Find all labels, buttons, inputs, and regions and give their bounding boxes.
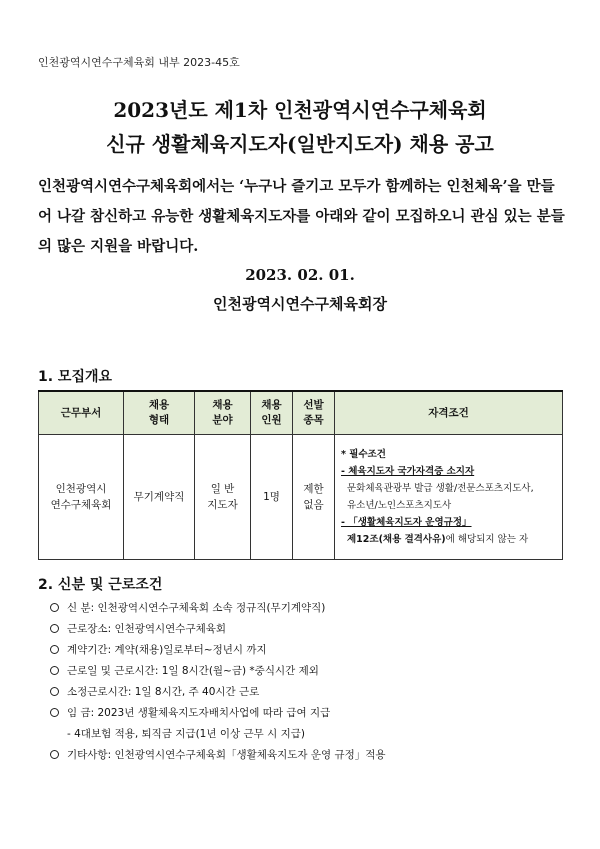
header-qualification: 자격조건: [335, 391, 563, 435]
qual-item-2-detail: [341, 531, 556, 548]
list-item: [50, 745, 386, 766]
condition-status: 신 분: 인천광역시연수구체육회 소속 정규직(무기계약직): [67, 602, 326, 614]
wage-sub-item: - 4대보험 적용, 퇴직금 지급(1년 이상 근무 시 지급): [67, 728, 305, 740]
header-sport: 선발 종목: [293, 391, 335, 435]
condition-other: 기타사항: 인천광역시연수구체육회「생활체육지도자 운영 규정」적용: [67, 749, 386, 761]
list-item: [50, 619, 386, 640]
header-field: 채용 분야: [195, 391, 251, 435]
cell-qualification: [335, 435, 563, 560]
cell-field: 일 반 지도자: [195, 435, 251, 560]
signatory: 인천광역시연수구체육회장: [213, 295, 387, 313]
condition-wage: 임 금: 2023년 생활체육지도자배치사업에 따라 급여 지급: [67, 707, 331, 719]
announcement-date: 2023. 02. 01.: [245, 266, 355, 284]
section-employment-conditions: 2. 신분 및 근로조건: [38, 577, 163, 593]
condition-prescribed-hours: 소정근로시간: 1일 8시간, 주 40시간 근로: [67, 686, 260, 698]
intro-paragraph: 인천광역시연수구체육회에서는 ‘누구나 즐기고 모두가 함께하는 인천체육’을 만들어 나갈 참신하고 유능한 생활체육지도자를 아래와 같이 모집하오니 관심 있는 분들의 많은 지원을 바랍니다.: [38, 178, 565, 255]
condition-contract-period: 계약기간: 계약(채용)일로부터~정년시 까지: [67, 644, 267, 656]
document-number: 인천광역시연수구체육회 내부 2023-45호: [38, 56, 240, 69]
header-type: 채용 형태: [124, 391, 195, 435]
list-item: [50, 640, 386, 661]
table-row: [39, 435, 563, 560]
list-item: [50, 682, 386, 703]
header-count: 채용 인원: [251, 391, 293, 435]
list-item: [50, 661, 386, 682]
cell-dept: 인천광역시 연수구체육회: [39, 435, 124, 560]
cell-count: 1명: [251, 435, 293, 560]
list-item: [50, 598, 386, 619]
section-recruitment-overview: 1. 모집개요: [38, 369, 113, 385]
cell-sport: 제한 없음: [293, 435, 335, 560]
circle-bullet-icon: [50, 750, 59, 759]
title-line-1: 2023년도 제1차 인천광역시연수구체육회: [113, 98, 487, 122]
condition-workplace: 근로장소: 인천광역시연수구체육회: [67, 623, 227, 635]
table-header-row: [39, 391, 563, 435]
condition-work-hours: 근로일 및 근로시간: 1일 8시간(월~금) *중식시간 제외: [67, 665, 319, 677]
circle-bullet-icon: [50, 687, 59, 696]
qual-item-1-detail: 문화체육관광부 발급 생활/전문스포츠지도사, 유소년/노인스포츠지도사: [347, 483, 534, 511]
circle-bullet-icon: [50, 708, 59, 717]
title-line-2: 신규 생활체육지도자(일반지도자) 채용 공고: [106, 132, 494, 156]
cell-type: 무기계약직: [124, 435, 195, 560]
circle-bullet-icon: [50, 603, 59, 612]
list-item: [50, 703, 386, 724]
circle-bullet-icon: [50, 624, 59, 633]
recruitment-table: [38, 390, 563, 560]
qual-item-2-article: 제12조(채용 결격사유): [347, 534, 446, 545]
header-dept: 근무부서: [39, 391, 124, 435]
conditions-list: [50, 598, 386, 766]
qual-item-1: - 체육지도자 국가자격증 소지자: [341, 466, 475, 477]
qual-item-2: - 「생활체육지도자 운영규정」: [341, 517, 472, 528]
qual-item-2-rest: 에 해당되지 않는 자: [445, 534, 529, 545]
circle-bullet-icon: [50, 666, 59, 675]
circle-bullet-icon: [50, 645, 59, 654]
qual-required: * 필수조건: [341, 449, 386, 460]
